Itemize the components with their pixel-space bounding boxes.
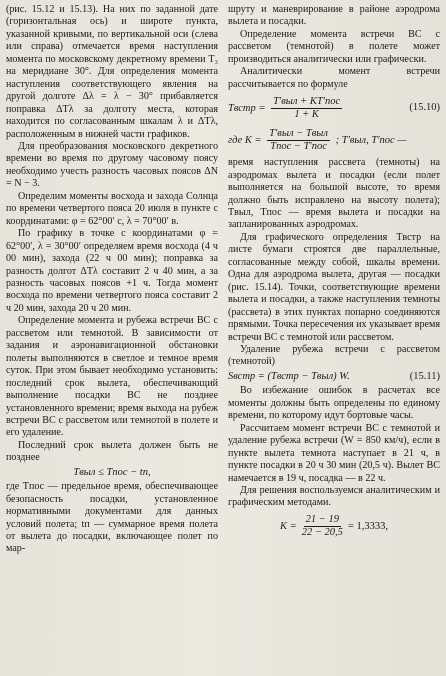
formula-text: Sвстр = (Tвстр − Tвыл) W. xyxy=(228,370,350,382)
numerator: 21 − 19 xyxy=(305,514,339,526)
formula-text: Tвыл ≤ Tпос − tп, xyxy=(73,466,151,478)
paragraph-r8: Рассчитаем момент встречи ВС с темнотой и удаление рубежа встречи (W = 850 км/ч), если в пункте вылета темнота наступает в 21 ч, в пункте посадки в 20 ч 30 мин (20,5 ч). Вылет ВС намечается в 19 ч, посадка — в 22 ч. xyxy=(228,422,440,484)
paragraph-r1: шруту и маневрирование в районе аэродрома вылета и посадки. xyxy=(228,4,440,28)
paragraph-r6: Удаление рубежа встречи с рассветом (темнотой) xyxy=(228,343,440,368)
formula-15-10 xyxy=(228,93,440,123)
paragraph-r9: Для решения воспользуемся аналитическим и графическим методами. xyxy=(228,484,440,509)
formula-fraction xyxy=(267,128,330,153)
paragraph-r7: Во избежание ошибок в расчетах все моменты должны быть определены по единому времени, по которому идут бортовые часы. xyxy=(228,385,440,422)
paragraph-4: По графику в точке с координатами φ = 62°00′, λ = 30°00′ определяем время восхода (4 ч 00 мин), захода (22 ч 00 мин); поправка за разность долгот ΔTλ составит 2 ч 40 мин, а за разность часовых поясов +1 ч. Тогда момент восхода по времени четвертого пояса составит 2 ч 20 мин, захода 20 ч 20 мин. xyxy=(6,228,218,314)
formula-left: K = xyxy=(280,520,297,532)
formula-15-11 xyxy=(228,371,440,383)
right-column xyxy=(228,4,440,676)
paragraph-r2: Определение момента встречи ВС с рассветом (темнотой) в полете может производиться аналитически или графически. xyxy=(228,28,440,65)
paragraph-r4: время наступления рассвета (темноты) на аэродромах вылета и посадки (если полет выполняется на большой высоте, то время должно быть исправлено на высоту полета); Tвыл, Tпос — время вылета и посадки на запланированных аэродромах. xyxy=(228,157,440,231)
numerator: T′выл + KT′пос xyxy=(273,95,341,107)
formula-k-definition xyxy=(228,125,440,155)
numerator: T′выл − Tвыл xyxy=(269,127,328,139)
denominator: 22 − 20,5 xyxy=(301,527,343,539)
formula-k-value xyxy=(228,512,440,542)
paragraph-1: (рис. 15.12 и 15.13). На них по заданной дате (горизонтальная ось) и широте пункта, указанной кривыми, по вертикальной оси (слева или справа) отмечается время наступления момента по московскому декретному времени T₃ на меридиане 30°. Для определения момента наступления соответствующего явления на другой долготе Δλ = λ − 30° прибавляется поправка ΔTλ за долготу места, которая находится по согласованным шкалам λ и ΔTλ, расположенным в нижней части графиков. xyxy=(6,4,218,140)
formula-fraction xyxy=(271,96,342,121)
formula-tail: ; T′выл, T′пос — xyxy=(335,134,407,146)
paragraph-r5: Для графического определения Tвстр на листе бумаги строятся две параллельные, согласованные между собой, шкалы времени. Одна для аэродрома вылета, другая — посадки (рис. 15.14). Точки, соответствующие времени вылета и посадки, а также наступления темноты (рассвета) в этих пунктах попарно соединяются прямыми. Точка пересечения их указывает время встречи ВС с темнотой или рассветом. xyxy=(228,231,440,343)
formula-departure-limit xyxy=(6,467,218,479)
formula-fraction xyxy=(300,514,345,539)
denominator: Tпос − T′пос xyxy=(270,140,327,152)
equation-number: (15.10) xyxy=(409,101,440,113)
denominator: 1 + K xyxy=(294,108,319,120)
formula-result: = 1,3333, xyxy=(347,520,388,532)
paragraph-6: Последний срок вылета должен быть не позднее xyxy=(6,439,218,464)
equation-number: (15.11) xyxy=(409,370,440,382)
paragraph-7: где Tпос — предельное время, обеспечивающее безопасность посадки, установленное нормативными документами для данных условий полета; tп — суммарное время полета от вылета до посадки, включающее полет по мар- xyxy=(6,481,218,555)
formula-left: Tвстр = xyxy=(228,102,266,114)
paragraph-5: Определение момента и рубежа встречи ВС с рассветом или темнотой. В зависимости от задания и аэронавигационной обстановки полеты выполняются в светлое и темное время суток. При этом бывает необходимо установить: последний срок вылета, обеспечивающий выполнение посадки ВС не позднее установленного времени; время выхода на рубеж встречи ВС с рассветом или темнотой в полете и его удаление. xyxy=(6,315,218,439)
paragraph-2: Для преобразования московского декретного времени во время по другому часовому поясу необходимо учесть разность часовых поясов ΔN = N − 3. xyxy=(6,140,218,190)
left-column xyxy=(6,4,218,676)
paragraph-r3: Аналитически момент встречи рассчитывается по формуле xyxy=(228,66,440,90)
paragraph-3: Определим моменты восхода и захода Солнца по времени четвертого пояса 20 июля в пункте с координатами: φ = 62°00′ с, λ = 70°00′ в. xyxy=(6,190,218,227)
formula-left: где K = xyxy=(228,134,262,146)
